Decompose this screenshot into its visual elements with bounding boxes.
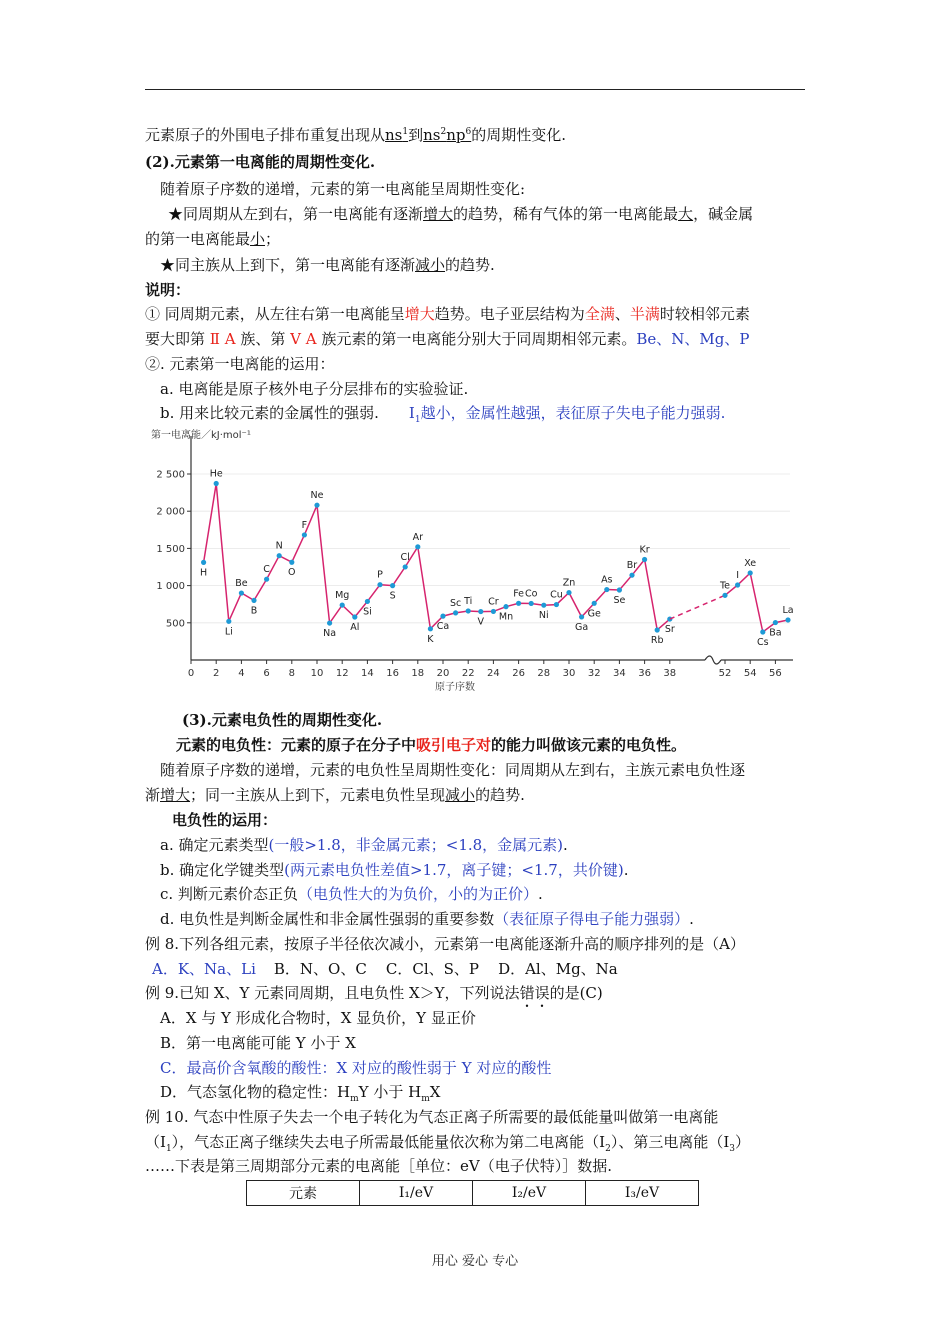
- text: 的趋势，稀有气体的第一电离能最: [453, 205, 679, 223]
- x-tick-label: 28: [537, 668, 551, 679]
- data-point: [735, 582, 740, 587]
- data-point: [785, 617, 790, 622]
- x-tick-label: 38: [663, 668, 677, 679]
- emphasis-text: 错误: [519, 984, 550, 1002]
- text: Y 小于 H: [358, 1083, 422, 1101]
- x-tick-label: 52: [718, 668, 732, 679]
- x-tick-label: 36: [638, 668, 651, 679]
- element-label: Al: [350, 621, 360, 633]
- text: ）: [735, 1133, 751, 1151]
- data-point: [529, 601, 534, 606]
- ionization-energy-chart: [145, 424, 805, 699]
- text: ★同周期从左到右，第一电离能有逐渐: [168, 205, 424, 223]
- data-point: [302, 532, 307, 537]
- text: .: [623, 861, 629, 879]
- data-point: [491, 609, 496, 614]
- text: ns: [423, 126, 441, 144]
- element-label: V: [477, 616, 485, 628]
- subscript: m: [421, 1094, 430, 1104]
- element-label: Rb: [650, 635, 664, 647]
- element-label: Ba: [769, 627, 782, 639]
- table-header-cell: 元素: [247, 1181, 360, 1206]
- x-tick-label: 20: [436, 668, 450, 679]
- note-2b: [160, 401, 725, 425]
- element-label: S: [389, 590, 396, 602]
- page-footer: 用心 爱心 专心: [431, 1254, 519, 1269]
- x-tick-label: 54: [743, 668, 757, 679]
- note-1: [145, 302, 750, 326]
- axis-break: [705, 656, 721, 664]
- options-rest: B．N、O、C C．Cl、S、P D．Al、Mg、Na: [273, 960, 618, 978]
- element-label: La: [782, 604, 794, 616]
- text: 元素原子的外围电子排布重复出现从: [145, 126, 386, 144]
- data-point: [214, 481, 219, 486]
- x-tick-label: 32: [587, 668, 601, 679]
- star-point-1: [168, 202, 753, 226]
- underlined-text: 减小: [415, 256, 446, 274]
- text: b. 用来比较元素的金属性的强弱.: [160, 404, 379, 422]
- example-9-b: B．第一电离能可能 Y 小于 X: [160, 1034, 356, 1052]
- table-header-cell: I₁/eV: [360, 1181, 473, 1206]
- data-point: [748, 570, 753, 575]
- element-label: Si: [363, 606, 372, 618]
- blue-text: （表征原子得电子能力强弱）: [494, 910, 690, 928]
- data-point: [403, 564, 408, 569]
- element-label: Ni: [538, 610, 549, 622]
- text: 越小，金属性越强，表征原子失电子能力强弱.: [420, 404, 726, 422]
- element-label: Co: [524, 588, 538, 600]
- example-9-c: C．最高价含氧酸的酸性：X 对应的酸性弱于 Y 对应的酸性: [160, 1059, 552, 1077]
- element-label: Ne: [310, 490, 324, 502]
- x-tick-label: 34: [613, 668, 626, 679]
- element-label: Mg: [335, 590, 350, 602]
- element-label: Ca: [436, 621, 450, 633]
- text: ；: [265, 230, 281, 248]
- y-ticks: [156, 470, 191, 630]
- data-point: [327, 620, 332, 625]
- red-text: 全满: [584, 305, 615, 323]
- text: 的第一电离能最: [145, 230, 251, 248]
- text-line: [145, 123, 566, 147]
- header-rule: [145, 89, 805, 90]
- x-tick-label: 16: [386, 668, 399, 679]
- element-label: Xe: [744, 557, 757, 569]
- data-point: [415, 544, 420, 549]
- text: 到: [408, 126, 424, 144]
- text: 的趋势.: [445, 256, 495, 274]
- element-label: Cl: [400, 551, 410, 563]
- data-point: [629, 573, 634, 578]
- element-label: Kr: [639, 544, 650, 556]
- element-label: I: [736, 570, 740, 582]
- use-title: 电负性的运用：: [172, 811, 278, 829]
- example-9-d: [160, 1080, 440, 1104]
- data-point: [554, 602, 559, 607]
- text: np: [446, 126, 466, 144]
- red-text: 增大: [404, 305, 435, 323]
- text: （I: [145, 1133, 166, 1151]
- x-tick-label: 0: [187, 668, 195, 679]
- element-label: Ga: [575, 621, 589, 633]
- data-point: [503, 604, 508, 609]
- use-d: [160, 907, 694, 931]
- element-label: As: [601, 574, 613, 586]
- data-point: [592, 601, 597, 606]
- data-point: [453, 610, 458, 615]
- data-point: [365, 599, 370, 604]
- element-label: C: [263, 564, 270, 576]
- underlined-text: 小: [250, 230, 266, 248]
- note-title: 说明：: [145, 281, 191, 299]
- y-tick-label: 1 000: [156, 581, 185, 593]
- element-label: Cr: [488, 596, 499, 608]
- text: ，碱金属: [693, 205, 754, 223]
- blue-text: [408, 404, 726, 425]
- data-point: [541, 603, 546, 608]
- use-b: [160, 858, 628, 882]
- ns2np6-term: [423, 126, 471, 144]
- y-tick-label: 500: [165, 618, 185, 630]
- data-point: [390, 583, 395, 588]
- underlined-text: 增大: [423, 205, 454, 223]
- text: X: [429, 1083, 441, 1101]
- x-tick-label: 2: [213, 668, 220, 679]
- text: I: [408, 404, 415, 422]
- subscript: 1: [414, 415, 421, 425]
- text: 的能力叫做该元素的电负性。: [491, 736, 687, 754]
- use-c: [160, 882, 543, 906]
- star-point-2: [160, 253, 495, 277]
- element-label: He: [209, 468, 223, 480]
- x-tick-label: 24: [487, 668, 500, 679]
- blue-text: (两元素电负性差值>1.7，离子键；<1.7，共价键): [284, 861, 624, 879]
- data-point: [277, 553, 282, 558]
- chart-series: [201, 481, 794, 638]
- text: .: [563, 836, 568, 854]
- blue-text: （电负性大的为负价，小的为正价）: [297, 885, 538, 903]
- element-label: H: [200, 567, 208, 579]
- blue-text: (一般>1.8，非金属元素；<1.8，金属元素): [268, 836, 564, 854]
- use-a: [160, 833, 568, 857]
- element-label: K: [427, 633, 434, 645]
- text: 族元素的第一电离能分别大于同周期相邻元素。: [321, 330, 637, 348]
- x-tick-label: 10: [310, 668, 324, 679]
- element-label: P: [377, 569, 383, 581]
- x-tick-label: 6: [263, 668, 270, 679]
- text: a. 确定元素类型: [160, 836, 269, 854]
- x-ticks: [188, 660, 782, 679]
- text: ），气态正离子继续失去电子所需最低能量依次称为第二电离能（I: [171, 1133, 606, 1151]
- data-point: [440, 614, 445, 619]
- example-9-a: A．X 与 Y 形成化合物时，X 显负价，Y 显正价: [160, 1009, 476, 1027]
- x-tick-label: 18: [411, 668, 425, 679]
- electronegativity-definition: [176, 733, 686, 757]
- red-text: 吸引电子对: [416, 736, 492, 754]
- data-point: [773, 620, 778, 625]
- x-tick-label: 26: [512, 668, 525, 679]
- data-point: [314, 503, 319, 508]
- element-label: Li: [224, 626, 233, 638]
- blue-text: Be、N、Mg、P: [636, 330, 750, 348]
- text: 的是(C): [549, 984, 603, 1002]
- data-point: [617, 587, 622, 592]
- data-point: [289, 560, 294, 565]
- superscript: 2: [440, 127, 447, 137]
- text: .: [689, 910, 694, 928]
- text: D．气态氢化物的稳定性：H: [160, 1083, 351, 1101]
- data-point: [655, 627, 660, 632]
- example-10: 例 10. 气态中性原子失去一个电子转化为气态正离子所需要的最低能量叫做第一电离能: [145, 1108, 719, 1126]
- element-label: Be: [235, 578, 248, 590]
- data-point: [239, 590, 244, 595]
- x-axis-label: 原子序数: [435, 682, 475, 693]
- element-label: Ti: [464, 595, 473, 607]
- note-2: ②. 元素第一电离能的运用：: [145, 355, 335, 373]
- element-label: N: [275, 540, 283, 552]
- x-tick-label: 14: [361, 668, 374, 679]
- data-point: [722, 593, 727, 598]
- element-label: Cs: [757, 637, 769, 649]
- element-label: Fe: [513, 588, 524, 600]
- text: ；同一主族从上到下，元素电负性呈现: [190, 786, 446, 804]
- data-point: [516, 601, 521, 606]
- text: ）、第三电离能（I: [610, 1133, 730, 1151]
- text: 的趋势.: [475, 786, 525, 804]
- note-2a: a. 电离能是原子核外电子分层排布的实验验证.: [160, 380, 469, 398]
- example-8: 例 8.下列各组元素，按原子半径依次减小，元素第一电离能逐渐升高的顺序排列的是（A）: [145, 935, 745, 953]
- element-label: B: [250, 605, 258, 617]
- text: 、: [614, 305, 630, 323]
- x-tick-label: 30: [562, 668, 576, 679]
- subscript: m: [350, 1094, 359, 1104]
- text: d. 电负性是判断金属性和非金属性强弱的重要参数: [160, 910, 495, 928]
- underlined-text: 大: [678, 205, 694, 223]
- table-header-cell: I₃/eV: [586, 1181, 699, 1206]
- data-point: [466, 608, 471, 613]
- section-heading-2: (2).元素第一电离能的周期性变化.: [145, 153, 376, 171]
- text: c. 判断元素价态正负: [160, 885, 298, 903]
- paragraph: 随着原子序数的递增，元素的电负性呈周期性变化：同周期从左到右，主族元素电负性逐: [160, 761, 746, 779]
- text: .: [537, 885, 543, 903]
- text: 时较相邻元素: [659, 305, 750, 323]
- data-point: [251, 598, 256, 603]
- text: ns: [385, 126, 403, 144]
- x-tick-label: 56: [769, 668, 782, 679]
- text: 的周期性变化.: [471, 126, 566, 144]
- subscript: 1: [165, 1144, 172, 1154]
- example-8-options: [152, 957, 618, 981]
- element-label: Zn: [562, 577, 576, 589]
- element-label: Ge: [587, 608, 601, 620]
- x-tick-label: 4: [238, 668, 245, 679]
- data-point: [377, 582, 382, 587]
- x-tick-label: 12: [335, 668, 349, 679]
- star-point-1-cont: [145, 227, 280, 251]
- paragraph: 随着原子序数的递增，元素的第一电离能呈周期性变化:: [160, 180, 526, 198]
- data-point: [264, 577, 269, 582]
- option-a: A．K、Na、Li: [152, 960, 256, 978]
- x-tick-label: 8: [288, 668, 295, 679]
- element-label: Br: [626, 560, 638, 572]
- ns1-term: [385, 126, 408, 144]
- element-label: Cu: [550, 589, 563, 601]
- superscript: 6: [465, 127, 472, 137]
- element-label: Sc: [449, 597, 462, 609]
- data-point: [760, 629, 765, 634]
- element-label: Na: [323, 628, 337, 640]
- text: 族、第: [240, 330, 286, 348]
- text: 趋势。电子亚层结构为: [434, 305, 585, 323]
- element-label: O: [288, 567, 296, 579]
- x-tick-label: 22: [461, 668, 475, 679]
- example-10-cont: [145, 1130, 750, 1154]
- red-text: Ⅴ A: [285, 330, 322, 348]
- data-point: [642, 557, 647, 562]
- y-tick-label: 1 500: [156, 543, 185, 555]
- element-label: Se: [613, 594, 626, 606]
- data-point: [604, 587, 609, 592]
- element-label: Mn: [498, 611, 514, 623]
- y-tick-label: 2 500: [156, 469, 185, 481]
- element-labels: [200, 469, 794, 649]
- data-point: [226, 619, 231, 624]
- example-10-cont2: ……下表是第三周期部分元素的电离能［单位：eV（电子伏特）］数据.: [145, 1157, 612, 1175]
- data-point: [428, 626, 433, 631]
- text: 要大即第: [145, 330, 206, 348]
- text: ① 同周期元素，从左往右第一电离能呈: [145, 305, 405, 323]
- ionization-table: [246, 1180, 699, 1206]
- element-label: Ar: [412, 531, 424, 543]
- data-point: [579, 614, 584, 619]
- subscript: 2: [605, 1144, 611, 1154]
- data-point: [352, 614, 357, 619]
- underlined-text: 减小: [445, 786, 476, 804]
- text: b. 确定化学键类型: [160, 861, 285, 879]
- text: ★同主族从上到下，第一电离能有逐渐: [160, 256, 416, 274]
- table-header-cell: I₂/eV: [473, 1181, 586, 1206]
- section-heading-3: (3).元素电负性的周期性变化.: [182, 711, 383, 729]
- red-text: Ⅱ A: [205, 330, 241, 348]
- element-label: Te: [719, 580, 731, 592]
- element-label: F: [301, 519, 308, 531]
- data-point: [201, 560, 206, 565]
- superscript: 1: [402, 127, 409, 137]
- data-point: [478, 609, 483, 614]
- y-tick-label: 2 000: [156, 506, 185, 518]
- text: 渐: [145, 786, 161, 804]
- text: 例 9.已知 X、Y 元素同周期，且电负性 X＞Y，下列说法: [145, 984, 520, 1002]
- subscript: 3: [729, 1144, 736, 1154]
- red-text: 半满: [629, 305, 660, 323]
- text: 元素的电负性：元素的原子在分子中: [176, 736, 417, 754]
- element-label: Sr: [664, 624, 675, 636]
- y-axis-label: 第一电离能／kJ·mol⁻¹: [151, 430, 251, 441]
- note-1-cont: [145, 327, 749, 351]
- paragraph-cont: [145, 783, 525, 807]
- data-point: [566, 590, 571, 595]
- data-point: [340, 602, 345, 607]
- table-header-row: [247, 1181, 699, 1206]
- series-line: [670, 595, 725, 619]
- underlined-text: 增大: [160, 786, 191, 804]
